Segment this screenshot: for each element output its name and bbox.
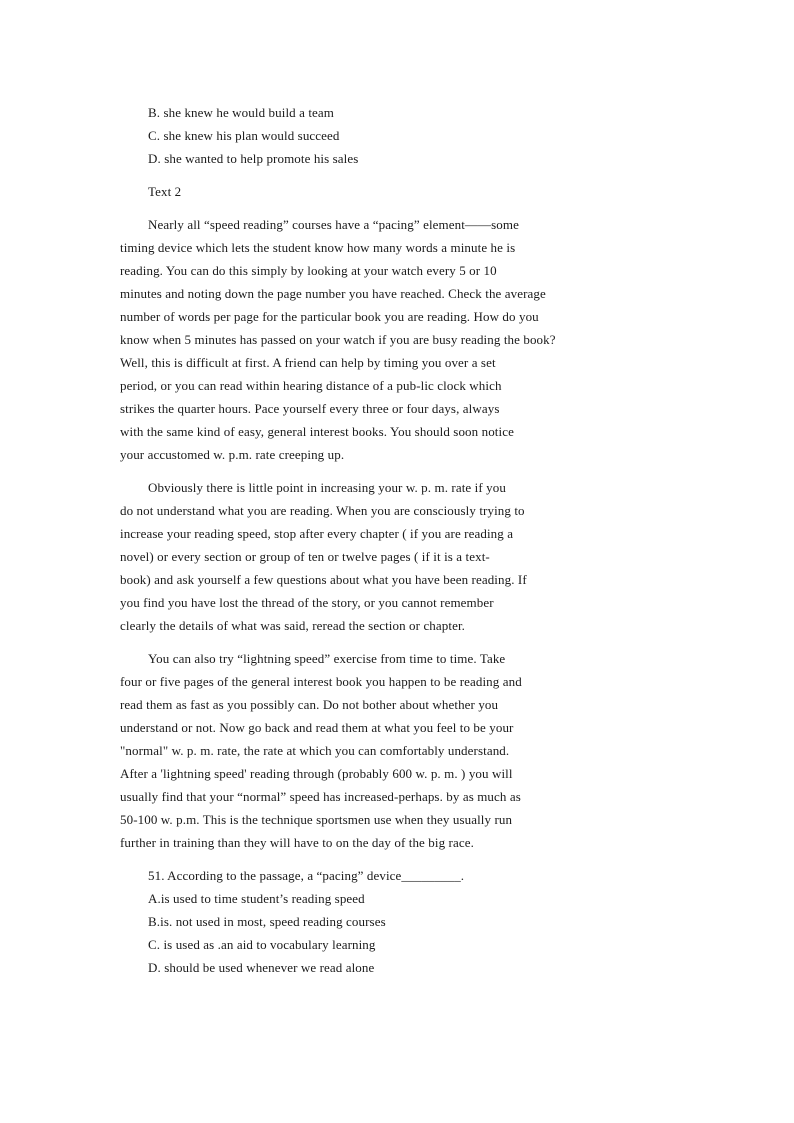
paragraph-line: clearly the details of what was said, reread the section or chapter.: [120, 618, 466, 633]
paragraph-line: increase your reading speed, stop after every chapter ( if you are reading a: [120, 526, 514, 541]
paragraph-1: [120, 213, 660, 466]
paragraph-line: strikes the quarter hours. Pace yourself every three or four days, always: [120, 401, 500, 416]
paragraph-line: four or five pages of the general interest book you happen to be reading and: [120, 674, 522, 689]
paragraph-line: you find you have lost the thread of the story, or you cannot remember: [120, 595, 494, 610]
option-b: B. she knew he would build a team: [148, 105, 334, 120]
paragraph-line: minutes and noting down the page number you have reached. Check the average: [120, 286, 546, 301]
paragraph-line: your accustomed w. p.m. rate creeping up.: [120, 447, 345, 462]
paragraph-line: read them as fast as you possibly can. Do not bother about whether you: [120, 697, 499, 712]
paragraph-line: usually find that your “normal” speed has increased-perhaps. by as much as: [120, 789, 521, 804]
paragraph-line: further in training than they will have to on the day of the big race.: [120, 835, 474, 850]
paragraph-line: understand or not. Now go back and read them at what you feel to be your: [120, 720, 514, 735]
question-stem: 51. According to the passage, a “pacing” device_________.: [148, 868, 465, 883]
paragraph-line: book) and ask yourself a few questions about what you have been reading. If: [120, 572, 527, 587]
option-d: D. she wanted to help promote his sales: [148, 151, 359, 166]
section-heading: Text 2: [148, 184, 182, 199]
paragraph-2: [120, 476, 660, 637]
paragraph-line: "normal" w. p. m. rate, the rate at which you can comfortably understand.: [120, 743, 510, 758]
document-content: [120, 101, 660, 979]
answer-option-a: A.is used to time student’s reading speed: [148, 891, 365, 906]
paragraph-line: novel) or every section or group of ten or twelve pages ( if it is a text-: [120, 549, 490, 564]
question-51: [120, 864, 660, 979]
paragraph-line: reading. You can do this simply by looking at your watch every 5 or 10: [120, 263, 497, 278]
paragraph-line: with the same kind of easy, general interest books. You should soon notice: [120, 424, 514, 439]
option-c: C. she knew his plan would succeed: [148, 128, 340, 143]
answer-option-b: B.is. not used in most, speed reading courses: [148, 914, 386, 929]
paragraph-line: do not understand what you are reading. When you are consciously trying to: [120, 503, 525, 518]
paragraph-line: 50-100 w. p.m. This is the technique sportsmen use when they usually run: [120, 812, 513, 827]
answer-option-c: C. is used as .an aid to vocabulary learning: [148, 937, 376, 952]
answer-option-d: D. should be used whenever we read alone: [148, 960, 375, 975]
previous-question-options: [120, 101, 660, 170]
paragraph-line: Well, this is difficult at first. A friend can help by timing you over a set: [120, 355, 496, 370]
paragraph-line: Obviously there is little point in increasing your w. p. m. rate if you: [148, 480, 506, 495]
paragraph-line: Nearly all “speed reading” courses have a “pacing” element——some: [148, 217, 519, 232]
paragraph-line: period, or you can read within hearing distance of a pub-lic clock which: [120, 378, 502, 393]
paragraph-line: After a 'lightning speed' reading through (probably 600 w. p. m. ) you will: [120, 766, 513, 781]
paragraph-3: [120, 647, 660, 854]
paragraph-line: number of words per page for the particular book you are reading. How do you: [120, 309, 539, 324]
paragraph-line: know when 5 minutes has passed on your watch if you are busy reading the book?: [120, 332, 556, 347]
paragraph-line: You can also try “lightning speed” exercise from time to time. Take: [148, 651, 506, 666]
paragraph-line: timing device which lets the student know how many words a minute he is: [120, 240, 516, 255]
